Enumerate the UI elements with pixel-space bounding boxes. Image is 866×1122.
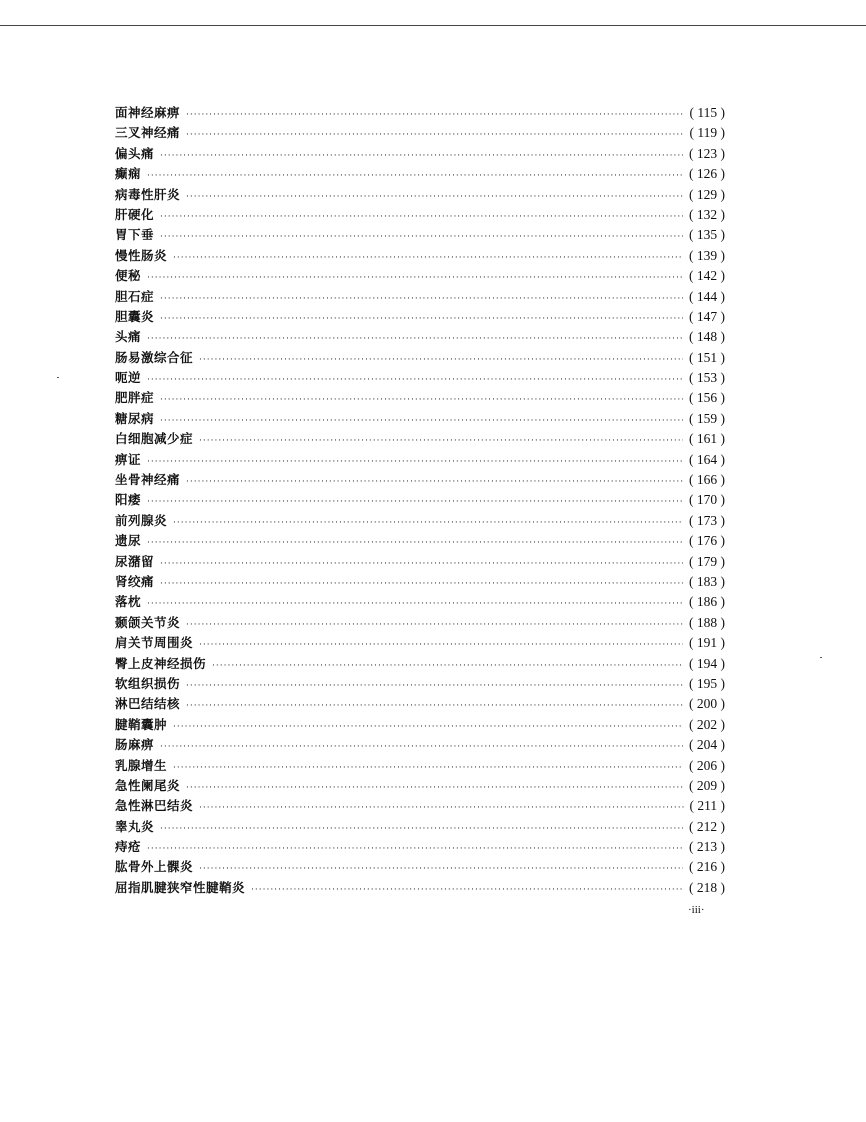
dot-leader xyxy=(199,640,683,650)
toc-entry-title: 痔疮 xyxy=(115,839,142,855)
toc-entry[interactable] xyxy=(115,185,725,205)
toc-entry-page: ( 139 ) xyxy=(689,247,725,263)
toc-entry-title: 睾丸炎 xyxy=(115,818,155,834)
toc-entry-page: ( 170 ) xyxy=(689,492,725,508)
toc-entry[interactable] xyxy=(115,776,725,796)
dot-leader xyxy=(173,518,683,528)
toc-entry[interactable] xyxy=(115,817,725,837)
toc-entry-page: ( 216 ) xyxy=(689,859,725,875)
dot-leader xyxy=(147,538,683,548)
dot-leader xyxy=(147,375,683,385)
toc-entry-page: ( 218 ) xyxy=(689,879,725,895)
toc-entry[interactable] xyxy=(115,246,725,266)
toc-entry-page: ( 151 ) xyxy=(689,349,725,365)
toc-entry[interactable] xyxy=(115,287,725,307)
toc-entry-page: ( 156 ) xyxy=(689,390,725,406)
toc-entry[interactable] xyxy=(115,348,725,368)
dot-leader xyxy=(147,844,683,854)
dot-leader xyxy=(173,763,683,773)
toc-entry-title: 肩关节周围炎 xyxy=(115,635,194,651)
toc-entry[interactable] xyxy=(115,225,725,245)
toc-entry[interactable] xyxy=(115,266,725,286)
toc-entry[interactable] xyxy=(115,531,725,551)
toc-entry-title: 糖尿病 xyxy=(115,410,155,426)
dot-leader xyxy=(160,294,683,304)
toc-entry-title: 面神经麻痹 xyxy=(115,105,181,120)
toc-entry-title: 尿潴留 xyxy=(115,553,155,569)
dot-leader xyxy=(212,661,683,671)
toc-entry-page: ( 179 ) xyxy=(689,553,725,569)
dot-leader xyxy=(160,232,683,242)
toc-entry-page: ( 176 ) xyxy=(689,533,725,549)
dot-leader xyxy=(147,273,683,283)
toc-entry[interactable] xyxy=(115,307,725,327)
toc-entry[interactable] xyxy=(115,511,725,531)
toc-entry-title: 偏头痛 xyxy=(115,145,155,161)
toc-entry-page: ( 147 ) xyxy=(689,308,725,324)
toc-entry[interactable] xyxy=(115,388,725,408)
toc-entry-title: 胆囊炎 xyxy=(115,308,155,324)
toc-entry-title: 坐骨神经痛 xyxy=(115,472,181,488)
toc-entry[interactable] xyxy=(115,103,725,123)
dot-leader xyxy=(186,620,683,630)
toc-entry[interactable] xyxy=(115,715,725,735)
toc-entry[interactable] xyxy=(115,470,725,490)
dot-leader xyxy=(251,885,683,895)
toc-entry-page: ( 115 ) xyxy=(689,105,725,120)
toc-entry[interactable] xyxy=(115,123,725,143)
toc-entry[interactable] xyxy=(115,409,725,429)
toc-entry[interactable] xyxy=(115,552,725,572)
toc-entry-title: 痹证 xyxy=(115,451,142,467)
toc-entry-title: 胃下垂 xyxy=(115,227,155,243)
toc-entry-title: 呃逆 xyxy=(115,370,142,386)
toc-entry-page: ( 195 ) xyxy=(689,675,725,691)
toc-entry-title: 臀上皮神经损伤 xyxy=(115,655,207,671)
toc-entry[interactable] xyxy=(115,164,725,184)
toc-entry[interactable] xyxy=(115,327,725,347)
toc-entry[interactable] xyxy=(115,735,725,755)
toc-entry[interactable] xyxy=(115,878,725,898)
dot-leader xyxy=(173,722,683,732)
dot-leader xyxy=(160,212,683,222)
toc-entry-page: ( 204 ) xyxy=(689,737,725,753)
dot-leader xyxy=(199,803,683,813)
dot-leader xyxy=(186,110,683,120)
toc-entry-page: ( 188 ) xyxy=(689,614,725,630)
dot-leader xyxy=(147,171,683,181)
dot-leader xyxy=(186,701,683,711)
toc-entry-title: 白细胞减少症 xyxy=(115,431,194,447)
toc-entry-page: ( 159 ) xyxy=(689,410,725,426)
toc-entry-title: 急性淋巴结炎 xyxy=(115,798,194,814)
dot-leader xyxy=(186,681,683,691)
dot-leader xyxy=(173,253,683,263)
toc-entry-page: ( 148 ) xyxy=(689,329,725,345)
toc-entry-title: 颞颌关节炎 xyxy=(115,614,181,630)
toc-entry-title: 病毒性肝炎 xyxy=(115,186,181,202)
toc-entry-title: 屈指肌腱狭窄性腱鞘炎 xyxy=(115,879,246,895)
toc-entry[interactable] xyxy=(115,694,725,714)
toc-entry-page: ( 200 ) xyxy=(689,696,725,712)
toc-entry[interactable] xyxy=(115,857,725,877)
toc-entry[interactable] xyxy=(115,572,725,592)
dot-leader xyxy=(147,334,683,344)
toc-entry[interactable] xyxy=(115,450,725,470)
toc-entry-title: 乳腺增生 xyxy=(115,757,168,773)
toc-entry-page: ( 161 ) xyxy=(689,431,725,447)
toc-entry-title: 落枕 xyxy=(115,594,142,610)
toc-entry[interactable] xyxy=(115,613,725,633)
toc-entry[interactable] xyxy=(115,205,725,225)
top-rule xyxy=(0,25,866,26)
toc-entry-page: ( 123 ) xyxy=(689,145,725,161)
toc-entry-title: 头痛 xyxy=(115,329,142,345)
toc-entry-page: ( 191 ) xyxy=(689,635,725,651)
toc-entry[interactable] xyxy=(115,756,725,776)
dot-leader xyxy=(160,416,683,426)
toc-entry[interactable] xyxy=(115,592,725,612)
dot-leader xyxy=(160,151,683,161)
toc-entry[interactable] xyxy=(115,837,725,857)
toc-entry-page: ( 211 ) xyxy=(689,798,725,814)
dot-leader xyxy=(199,355,683,365)
dot-leader xyxy=(160,559,683,569)
dot-leader xyxy=(160,579,683,589)
toc-entry-title: 肠易激综合征 xyxy=(115,349,194,365)
toc-entry-page: ( 194 ) xyxy=(689,655,725,671)
dot-leader xyxy=(147,457,683,467)
dot-leader xyxy=(186,477,683,487)
scan-speck xyxy=(57,377,59,378)
toc-entry-title: 肠麻痹 xyxy=(115,737,155,753)
toc-entry-page: ( 206 ) xyxy=(689,757,725,773)
toc-entry-title: 慢性肠炎 xyxy=(115,247,168,263)
toc-entry-title: 前列腺炎 xyxy=(115,512,168,528)
dot-leader xyxy=(147,599,683,609)
toc-entry-title: 急性阑尾炎 xyxy=(115,777,181,793)
dot-leader xyxy=(199,436,683,446)
toc-entry-title: 淋巴结结核 xyxy=(115,696,181,712)
toc-entry[interactable] xyxy=(115,633,725,653)
toc-entry-page: ( 183 ) xyxy=(689,573,725,589)
toc-entry-title: 肾绞痛 xyxy=(115,573,155,589)
toc-entry-page: ( 144 ) xyxy=(689,288,725,304)
dot-leader xyxy=(160,314,683,324)
toc-entry-page: ( 126 ) xyxy=(689,166,725,182)
dot-leader xyxy=(186,783,683,793)
scan-speck xyxy=(820,657,822,658)
toc-entry-page: ( 166 ) xyxy=(689,472,725,488)
toc-entry[interactable] xyxy=(115,144,725,164)
toc-entry-title: 癫痫 xyxy=(115,166,142,182)
toc-entry-page: ( 119 ) xyxy=(689,125,725,141)
toc-entry-page: ( 213 ) xyxy=(689,839,725,855)
toc-entry-page: ( 129 ) xyxy=(689,186,725,202)
dot-leader xyxy=(160,742,683,752)
toc-entry[interactable] xyxy=(115,674,725,694)
dot-leader xyxy=(160,395,683,405)
toc-entry-title: 肥胖症 xyxy=(115,390,155,406)
toc-entry-page: ( 164 ) xyxy=(689,451,725,467)
toc-entry-page: ( 202 ) xyxy=(689,716,725,732)
table-of-contents xyxy=(115,103,725,898)
toc-entry-page: ( 153 ) xyxy=(689,370,725,386)
toc-entry[interactable] xyxy=(115,368,725,388)
toc-entry-title: 肝硬化 xyxy=(115,206,155,222)
toc-entry[interactable] xyxy=(115,429,725,449)
toc-entry-page: ( 132 ) xyxy=(689,206,725,222)
toc-entry[interactable] xyxy=(115,796,725,816)
toc-entry-page: ( 209 ) xyxy=(689,777,725,793)
dot-leader xyxy=(186,192,683,202)
toc-entry[interactable] xyxy=(115,490,725,510)
toc-entry-title: 胆石症 xyxy=(115,288,155,304)
toc-entry-page: ( 212 ) xyxy=(689,818,725,834)
dot-leader xyxy=(147,497,683,507)
dot-leader xyxy=(199,864,683,874)
toc-entry-title: 三叉神经痛 xyxy=(115,125,181,141)
dot-leader xyxy=(186,130,683,140)
toc-entry-page: ( 173 ) xyxy=(689,512,725,528)
toc-entry-title: 肱骨外上髁炎 xyxy=(115,859,194,875)
toc-entry-page: ( 135 ) xyxy=(689,227,725,243)
page-number: ·iii· xyxy=(688,904,705,916)
toc-entry-title: 阳痿 xyxy=(115,492,142,508)
toc-entry-page: ( 186 ) xyxy=(689,594,725,610)
toc-entry-title: 软组织损伤 xyxy=(115,675,181,691)
toc-entry-title: 腱鞘囊肿 xyxy=(115,716,168,732)
toc-entry[interactable] xyxy=(115,654,725,674)
dot-leader xyxy=(160,824,683,834)
toc-entry-title: 遗尿 xyxy=(115,533,142,549)
toc-entry-page: ( 142 ) xyxy=(689,268,725,284)
toc-entry-title: 便秘 xyxy=(115,268,142,284)
